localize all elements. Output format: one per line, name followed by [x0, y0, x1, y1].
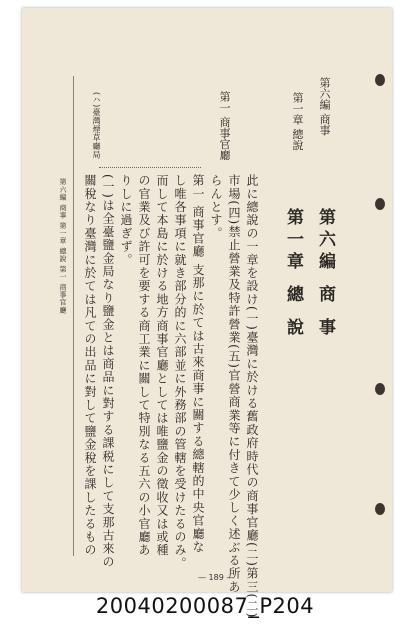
- binder-hole: [375, 198, 385, 210]
- body-line: 第一 商事官廳 支那に於ては古來商事に關する總轄的中央官廳な: [191, 174, 205, 554]
- margin-rule: [73, 76, 74, 556]
- body-line: 而して本島に於ける地方商事官廳としては唯鹽金の徵收又は或種: [155, 174, 169, 557]
- page-footer: 第六編 商事 第一章 總說 第一 商事官廳: [59, 178, 67, 314]
- body-line: 關稅なり臺灣に於ては凡ての出品に對して鹽金稅を課したるもの: [83, 174, 97, 557]
- binder-hole: [375, 503, 385, 515]
- page-number: — 189 —: [198, 573, 235, 582]
- header-divider: [99, 167, 201, 168]
- running-header-section: 第一 商事官廳: [218, 91, 231, 161]
- binder-hole: [375, 74, 385, 86]
- part-title: 第六編 商 事: [315, 208, 335, 340]
- body-line: らんとす。: [209, 174, 223, 240]
- body-line: 市場(四)禁止營業及特許營業(五)官營商業等に付きて少しく述ぶる所あ: [227, 174, 241, 594]
- running-header-chapter: 第一章 總說: [291, 92, 304, 151]
- binder-hole: [375, 383, 385, 395]
- body-line: 此に總說の一章を設け(一)臺灣に於ける舊政府時代の商事官廳(二)第三(二): [245, 174, 259, 619]
- chapter-title: 第一章 總 說: [283, 208, 303, 340]
- body-line: りしに過ぎず。: [119, 174, 133, 267]
- body-line: し唯各事項に就き部分的に六部並に外務部の管轄を受けたるのみ。: [173, 174, 187, 570]
- running-header-part: 第六編 商事: [318, 77, 331, 136]
- body-line: (一)は全臺鹽金局なり鹽金とは商品に對する課税にして支那古來の: [101, 174, 115, 569]
- archive-caption: 20040200087_P204: [95, 594, 315, 618]
- body-line: の官業及び許可を要する商工業に關して特別なる五六の小官廳あ: [137, 174, 151, 557]
- running-header-bureau: (ハ)臺灣煙草廳局: [92, 92, 101, 159]
